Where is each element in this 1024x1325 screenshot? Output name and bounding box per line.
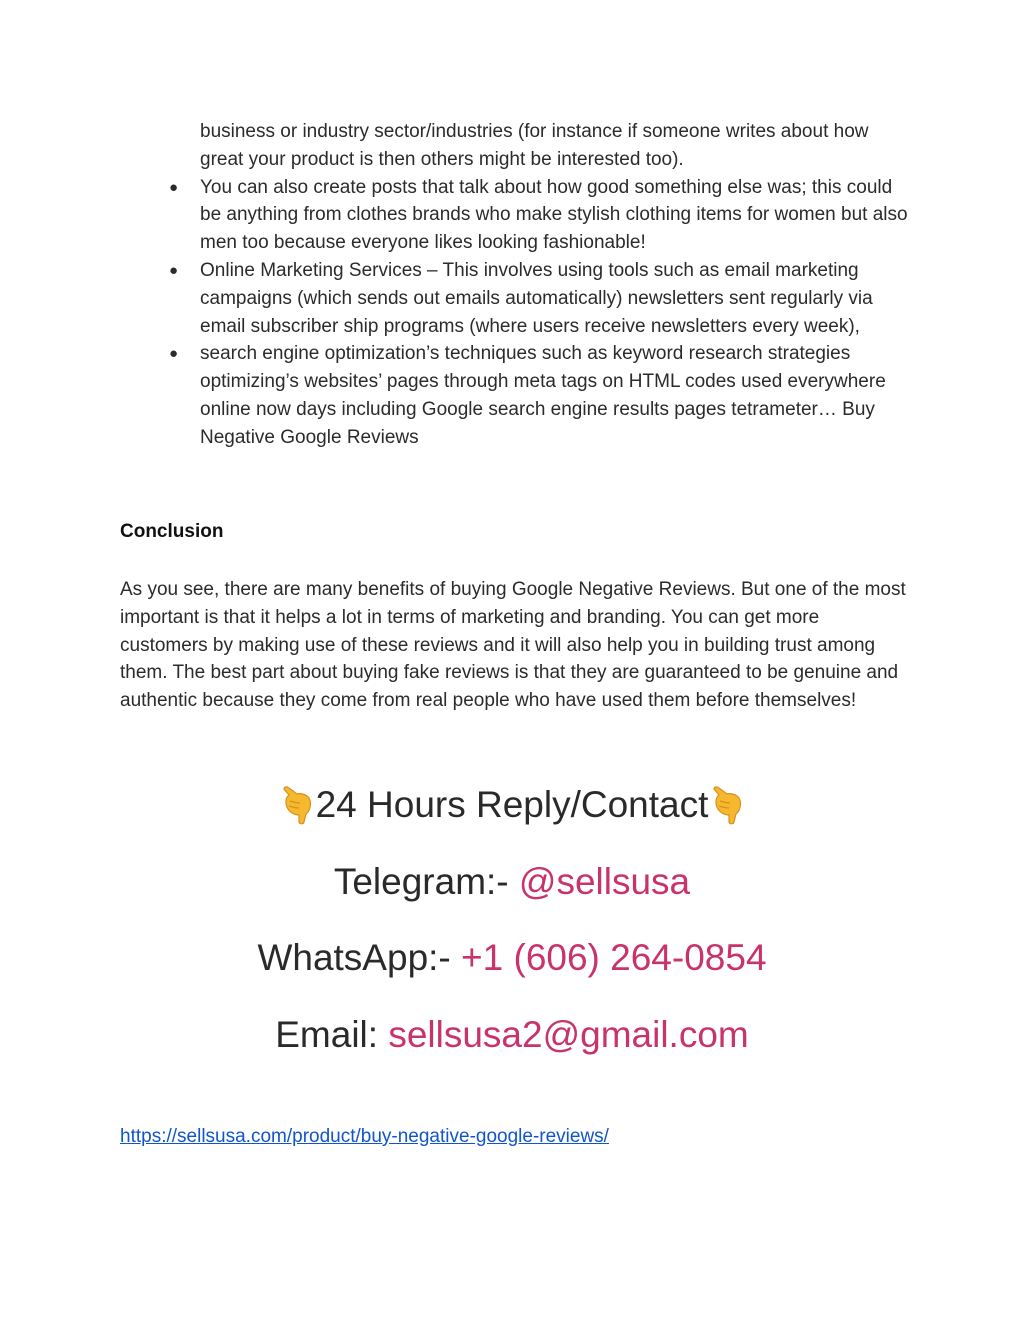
list-item [120, 257, 910, 340]
telegram-contact [0, 860, 1024, 904]
list-item-text: Online Marketing Services – This involves using tools such as email marketing campaigns (which sends out emails automatically) newsletters sent regularly via email subscriber ship programs (where users receive newsletters every week), [200, 259, 873, 337]
pointing-down-hand-icon [708, 785, 746, 825]
contact-headline-text: 24 Hours Reply/Contact [315, 784, 709, 825]
whatsapp-number: +1 (606) 264-0854 [461, 937, 767, 978]
conclusion-paragraph: As you see, there are many benefits of buying Google Negative Reviews. But one of the most important is that it helps a lot in terms of marketing and branding. You can get more customers by making use of these reviews and it will also help you in building trust among them. The best part about buying fake reviews is that they are guaranteed to be genuine and authentic because they come from real people who have used them before themselves! [120, 579, 906, 712]
list-item-continuation [120, 118, 910, 174]
bullet-icon: ● [169, 345, 179, 363]
bullet-icon: ● [169, 178, 179, 196]
list-item-text: business or industry sector/industries (for instance if someone writes about how great your product is then others might be interested too). [200, 121, 869, 170]
contact-headline [0, 783, 1024, 827]
list-item [120, 340, 910, 451]
whatsapp-label: WhatsApp:- [257, 937, 462, 978]
bullet-icon: ● [169, 261, 179, 279]
bullet-list [120, 118, 910, 452]
email-contact [0, 1013, 1024, 1057]
product-link[interactable]: https://sellsusa.com/product/buy-negative-google-reviews/ [120, 1126, 609, 1147]
email-label: Email: [275, 1014, 389, 1055]
telegram-handle: @sellsusa [518, 861, 691, 902]
list-item [120, 174, 910, 257]
whatsapp-contact [0, 936, 1024, 980]
conclusion-heading: Conclusion [120, 521, 224, 542]
pointing-down-hand-icon [278, 785, 316, 825]
email-address: sellsusa2@gmail.com [388, 1014, 749, 1055]
list-item-text: search engine optimization’s techniques such as keyword research strategies optimizing’s websites’ pages through meta tags on HTML codes used everywhere online now days including Google search engine results pages tetrameter… Buy Negative Google Reviews [200, 343, 886, 448]
list-item-text: You can also create posts that talk about how good something else was; this could be anything from clothes brands who make stylish clothing items for women but also men too because everyone likes looking fashionable! [200, 176, 908, 254]
telegram-label: Telegram:- [333, 861, 519, 902]
